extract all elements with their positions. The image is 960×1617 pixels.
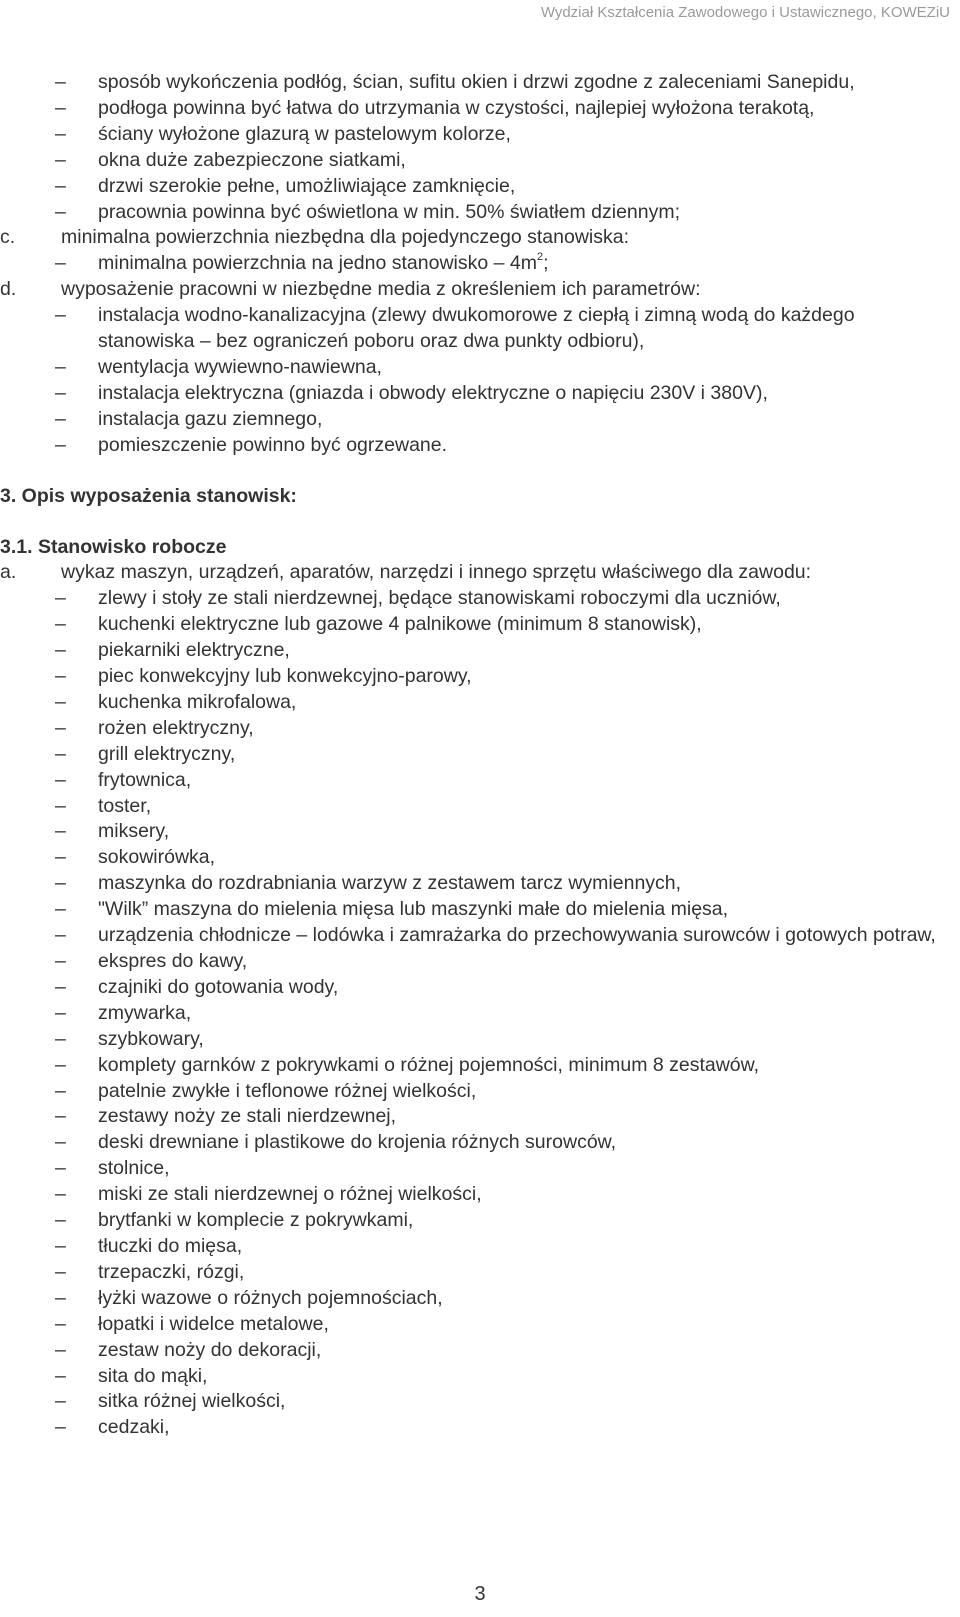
list-item-text: brytfanki w komplecie z pokrywkami, [98, 1209, 414, 1232]
list-item [55, 1208, 945, 1234]
list-item [55, 122, 945, 148]
list-item [55, 174, 945, 200]
dash-bullet: – [55, 148, 66, 171]
list-item [55, 612, 945, 638]
list-item-text: toster, [98, 794, 152, 817]
dash-bullet: – [55, 846, 66, 869]
list-item-text: drzwi szerokie pełne, umożliwiające zamknięcie, [98, 174, 516, 197]
list-item-text: instalacja gazu ziemnego, [98, 407, 323, 430]
dash-bullet: – [55, 587, 66, 610]
dash-bullet: – [55, 304, 66, 327]
list-item [55, 923, 945, 949]
list-item-text: patelnie zwykłe i teflonowe różnej wielkości, [98, 1079, 477, 1102]
dash-bullet: – [55, 716, 66, 739]
dash-bullet: – [55, 96, 66, 119]
document-body [0, 70, 945, 1441]
dash-bullet: – [55, 924, 66, 947]
list-item-text: frytownica, [98, 768, 192, 791]
dash-bullet: – [55, 794, 66, 817]
dash-bullet: – [55, 975, 66, 998]
page-header: Wydział Kształcenia Zawodowego i Ustawicznego, KOWEZiU [540, 4, 950, 21]
list-item [55, 664, 945, 690]
list-item [55, 768, 945, 794]
dash-bullet: – [55, 200, 66, 223]
dash-bullet: – [55, 71, 66, 93]
list-item-text: instalacja wodno-kanalizacyjna (zlewy dwukomorowe z ciepłą i zimną wodą do każdego stanowiska – bez ograniczeń poboru oraz dwa punkty odbioru), [98, 304, 855, 353]
section-a-list [55, 586, 945, 1441]
dash-bullet: – [55, 174, 66, 197]
list-item [55, 845, 945, 871]
list-item-text: trzepaczki, rózgi, [98, 1260, 245, 1283]
dash-bullet: – [55, 1260, 66, 1283]
list-item-text: pomieszczenie powinno być ogrzewane. [98, 433, 448, 456]
list-item-text: instalacja elektryczna (gniazda i obwody elektryczne o napięciu 230V i 380V), [98, 381, 768, 404]
list-item [55, 1312, 945, 1338]
dash-bullet: – [55, 665, 66, 688]
list-item-text: deski drewniane i plastikowe do krojenia różnych surowców, [98, 1131, 617, 1154]
dash-bullet: – [55, 690, 66, 713]
list-item [55, 148, 945, 174]
list-item [55, 819, 945, 845]
dash-bullet: – [55, 407, 66, 430]
list-item [55, 407, 945, 433]
section-a-letter: a. [0, 561, 17, 584]
list-item [55, 251, 945, 277]
list-item [55, 949, 945, 975]
dash-bullet: – [55, 1105, 66, 1128]
list-item [55, 1182, 945, 1208]
dash-bullet: – [55, 639, 66, 662]
list-item [55, 742, 945, 768]
dash-bullet: – [55, 1001, 66, 1024]
list-item-text: sita do mąki, [98, 1364, 208, 1387]
dash-bullet: – [55, 768, 66, 791]
list-item [55, 690, 945, 716]
dash-bullet: – [55, 1053, 66, 1076]
list-item [55, 1260, 945, 1286]
list-item-text: cedzaki, [98, 1416, 170, 1439]
heading-section-3: 3. Opis wyposażenia stanowisk: [0, 484, 297, 507]
list-item-text: ekspres do kawy, [98, 950, 248, 972]
section-b-list [55, 70, 945, 225]
list-item [55, 1156, 945, 1182]
list-item [55, 1104, 945, 1130]
list-item-text: sitka różnej wielkości, [98, 1390, 286, 1413]
list-item [55, 200, 945, 226]
dash-bullet: – [55, 355, 66, 378]
list-item [55, 638, 945, 664]
dash-bullet: – [55, 1234, 66, 1257]
list-item-text: tłuczki do mięsa, [98, 1234, 243, 1257]
dash-bullet: – [55, 950, 66, 972]
dash-bullet: – [55, 1364, 66, 1387]
list-item-text: maszynka do rozdrabniania warzyw z zestawem tarcz wymiennych, [98, 872, 682, 895]
list-item [55, 897, 945, 923]
list-item [55, 1001, 945, 1027]
list-item-text: rożen elektryczny, [98, 716, 254, 739]
list-item [55, 1079, 945, 1105]
list-item-text: "Wilk” maszyna do mielenia mięsa lub maszynki małe do mielenia mięsa, [98, 898, 729, 921]
heading-section-3-1: 3.1. Stanowisko robocze [0, 535, 227, 558]
list-item-text: miski ze stali nierdzewnej o różnej wielkości, [98, 1183, 482, 1206]
list-item-text: ściany wyłożone glazurą w pastelowym kolorze, [98, 122, 511, 145]
list-item-text: łyżki wazowe o różnych pojemnościach, [98, 1286, 443, 1309]
dash-bullet: – [55, 1312, 66, 1335]
list-item [55, 1338, 945, 1364]
section-c-heading [0, 225, 945, 251]
superscript: 2 [536, 250, 544, 263]
dash-bullet: – [55, 1027, 66, 1050]
dash-bullet: – [55, 381, 66, 404]
list-item [55, 1234, 945, 1260]
section-c-letter: c. [0, 226, 16, 249]
list-item [55, 1053, 945, 1079]
page-number: 3 [474, 1583, 486, 1605]
list-item-text: łopatki i widelce metalowe, [98, 1312, 329, 1335]
list-item [55, 1027, 945, 1053]
list-item-text: pracownia powinna być oświetlona w min. 50% światłem dziennym; [98, 200, 681, 223]
list-item-text: zestawy noży ze stali nierdzewnej, [98, 1105, 397, 1128]
dash-bullet: – [55, 1338, 66, 1361]
list-item-text: kuchenka mikrofalowa, [98, 690, 297, 713]
list-item-text: zestaw noży do dekoracji, [98, 1338, 322, 1361]
list-item-text: czajniki do gotowania wody, [98, 975, 339, 998]
list-item-text: zlewy i stoły ze stali nierdzewnej, będące stanowiskami roboczymi dla uczniów, [98, 587, 781, 610]
list-item-text: szybkowary, [98, 1027, 204, 1050]
section-d-letter: d. [0, 278, 17, 301]
section-d-title: wyposażenie pracowni w niezbędne media z określeniem ich parametrów: [61, 278, 701, 301]
list-item [55, 1286, 945, 1312]
section-a-heading [0, 560, 945, 586]
dash-bullet: – [55, 742, 66, 765]
list-item-text: sposób wykończenia podłóg, ścian, sufitu okien i drzwi zgodne z zaleceniami Sanepidu, [98, 71, 855, 93]
list-item [55, 433, 945, 459]
list-item [55, 70, 945, 96]
section-c-item-text: minimalna powierzchnia na jedno stanowisko – 4m [98, 252, 537, 275]
dash-bullet: – [55, 433, 66, 456]
list-item [55, 1130, 945, 1156]
section-d-heading [0, 277, 945, 303]
dash-bullet: – [55, 1416, 66, 1439]
list-item [55, 794, 945, 820]
section-c-title: minimalna powierzchnia niezbędna dla pojedynczego stanowiska: [61, 226, 630, 249]
list-item-text: piekarniki elektryczne, [98, 639, 290, 662]
list-item-text: grill elektryczny, [98, 742, 236, 765]
dash-bullet: – [55, 1079, 66, 1102]
list-item-text: wentylacja wywiewno-nawiewna, [98, 355, 382, 378]
list-item-text: urządzenia chłodnicze – lodówka i zamrażarka do przechowywania surowców i gotowych potraw, [98, 924, 936, 947]
list-item-text: okna duże zabezpieczone siatkami, [98, 148, 406, 171]
dash-bullet: – [55, 872, 66, 895]
dash-bullet: – [55, 1390, 66, 1413]
dash-bullet: – [55, 1157, 66, 1180]
list-item-text: piec konwekcyjny lub konwekcyjno-parowy, [98, 665, 472, 688]
list-item-text: zmywarka, [98, 1001, 192, 1024]
dash-bullet: – [55, 1131, 66, 1154]
list-item [55, 1364, 945, 1390]
list-item [55, 96, 945, 122]
list-item [55, 1415, 945, 1441]
dash-bullet: – [55, 820, 66, 843]
dash-bullet: – [55, 252, 66, 275]
list-item [55, 586, 945, 612]
list-item [55, 355, 945, 381]
list-item [55, 381, 945, 407]
list-item [55, 975, 945, 1001]
list-item [55, 871, 945, 897]
list-item-text: podłoga powinna być łatwa do utrzymania w czystości, najlepiej wyłożona terakotą, [98, 96, 815, 119]
list-item-text: sokowirówka, [98, 846, 216, 869]
list-item [55, 1389, 945, 1415]
dash-bullet: – [55, 898, 66, 921]
list-item-text: komplety garnków z pokrywkami o różnej pojemności, minimum 8 zestawów, [98, 1053, 760, 1076]
dash-bullet: – [55, 1209, 66, 1232]
list-item-text: miksery, [98, 820, 170, 843]
dash-bullet: – [55, 122, 66, 145]
section-a-title: wykaz maszyn, urządzeń, aparatów, narzędzi i innego sprzętu właściwego dla zawodu: [61, 561, 812, 584]
section-d-list [55, 303, 945, 458]
list-item [55, 716, 945, 742]
dash-bullet: – [55, 1286, 66, 1309]
dash-bullet: – [55, 1183, 66, 1206]
section-c-item-suffix: ; [543, 252, 549, 275]
list-item [55, 303, 945, 355]
dash-bullet: – [55, 613, 66, 636]
list-item-text: kuchenki elektryczne lub gazowe 4 palnikowe (minimum 8 stanowisk), [98, 613, 702, 636]
list-item-text: stolnice, [98, 1157, 170, 1180]
